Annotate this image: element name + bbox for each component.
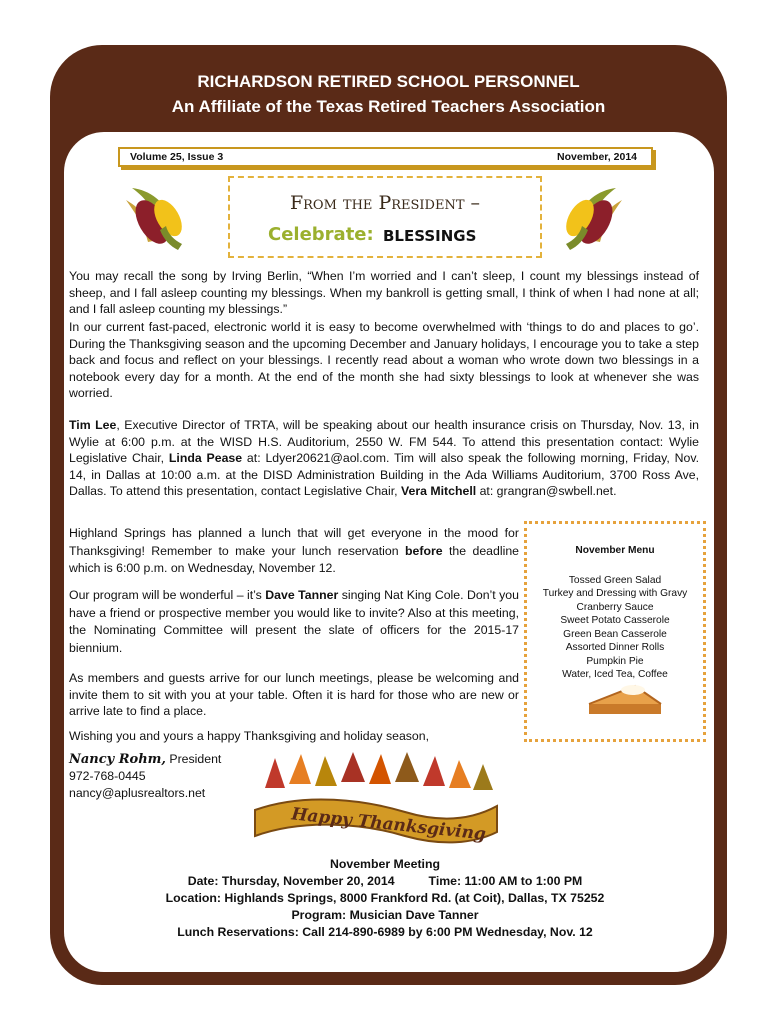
emphasis-before: before [405, 543, 443, 558]
meeting-time: Time: 11:00 AM to 1:00 PM [428, 874, 583, 888]
paragraph-5 [69, 587, 519, 657]
menu-item: Tossed Green Salad [568, 574, 662, 586]
menu-item: Water, Iced Tea, Coffee [562, 669, 668, 680]
phone-number: 972-768-0445 [69, 769, 146, 783]
paragraph-4-text-a: Highland Springs has planned a lunch that will get everyone in the mood for Thanksgiving! Remember to make your lunch reservation [69, 526, 519, 558]
from-president-heading: From the President – [289, 192, 481, 214]
pie-icon [585, 674, 665, 722]
volume-bar [118, 147, 653, 167]
name-vera-mitchell: Vera Mitchell [400, 484, 477, 498]
menu-title: November Menu [575, 545, 655, 556]
corn-icon [120, 180, 190, 256]
menu-item: Turkey and Dressing with Gravy [542, 588, 688, 599]
issue-date: November, 2014 [557, 151, 637, 163]
celebrate-label: Celebrate: [268, 224, 374, 245]
paragraph-3-text-b: at: Ldyer20621@aol.com. Tim will also speak the following morning, Friday, Nov. 14, in Dallas at 10:00 a.m. at the DISD Administration Building in the Ada Williams Auditorium, 3700 Ross Ave, Dallas. To attend this presentation, contact Legislative Chair, [69, 451, 699, 498]
org-name: RICHARDSON RETIRED SCHOOL PERSONNEL [197, 72, 580, 91]
menu-item: Cranberry Sauce [576, 601, 654, 613]
paragraph-6: As members and guests arrive for our lunch meetings, please be welcoming and invite them to sit with you at your table. Often it is hard for those who are new or arrive late to find a place. [69, 671, 519, 718]
blessings-label: BLESSINGS [383, 227, 477, 245]
banner-text: Happy Thanksgiving [290, 804, 487, 845]
meeting-location: Location: Highlands Springs, 8000 Frankford Rd. (at Coit), Dallas, TX 75252 [165, 891, 605, 905]
signature-name: Nancy Rohm, [69, 752, 166, 767]
paragraph-7: Wishing you and yours a happy Thanksgiving and holiday season, [69, 729, 430, 743]
president-title-box [228, 176, 542, 258]
paragraph-3-text-c: at: grangran@swbell.net. [476, 484, 617, 498]
paragraph-3-text-a: , Executive Director of TRTA, will be speaking about our health insurance crisis on Thursday, Nov. 13, in Wylie at 6:00 p.m. at the WISD H.S. Auditorium, 2550 W. FM 544. To attend this presentation contact: Wylie Legislative Chair, [69, 418, 699, 465]
meeting-program: Program: Musician Dave Tanner [291, 908, 479, 922]
paragraph-3 [69, 417, 699, 500]
menu-item: Sweet Potato Casserole [560, 615, 670, 626]
meeting-date: Date: Thursday, November 20, 2014 [187, 874, 395, 888]
signature-block [69, 751, 221, 802]
paragraph-4-text-b: the deadline which is 6:00 p.m. on Wednesday, November 12. [69, 543, 519, 575]
paragraph-4 [69, 525, 519, 578]
paragraph-2: In our current fast-paced, electronic world it is easy to become overwhelmed with ‘things to do and places to go’. During the Thanksgiving season and the upcoming December and January holidays, I encourage you to take a step back and focus and reflect on your blessings. I recently read about a woman who wrote down two blessings in a notebook every day for a month. At the end of the month she had sixty blessings to look at whenever she was worried. [69, 320, 699, 400]
autumn-leaves-icon [265, 752, 493, 790]
meeting-heading: November Meeting [329, 857, 440, 871]
paragraph-1: You may recall the song by Irving Berlin, “When I’m worried and I can’t sleep, I count my blessings instead of sheep, and I fall asleep counting my blessings. When my bankroll is getting small, I think of when I had none at all; and I fall asleep counting my blessings.” [69, 269, 699, 316]
affiliate-line: An Affiliate of the Texas Retired Teachers Association [171, 97, 606, 116]
menu-item: Pumpkin Pie [586, 655, 644, 667]
happy-thanksgiving-banner [245, 748, 505, 848]
name-dave-tanner: Dave Tanner [265, 588, 339, 602]
name-tim-lee: Tim Lee [69, 418, 117, 432]
corn-icon [558, 180, 628, 256]
email-link[interactable]: nancy@aplusrealtors.net [69, 786, 206, 800]
menu-item: Green Bean Casserole [563, 628, 667, 640]
meeting-reservations: Lunch Reservations: Call 214-890-6989 by 6:00 PM Wednesday, Nov. 12 [177, 925, 593, 939]
name-linda-pease: Linda Pease [168, 451, 243, 465]
november-menu-box [524, 521, 706, 742]
meeting-date-time [60, 874, 710, 888]
menu-item: Assorted Dinner Rolls [565, 642, 665, 653]
volume-issue: Volume 25, Issue 3 [130, 151, 224, 163]
signature-role: President [165, 752, 222, 766]
paragraph-5-text-a: Our program will be wonderful – it’s [69, 588, 266, 602]
paragraph-5-text-b: singing Nat King Cole. Don’t you have a friend or prospective member you would like to invite? Also at this meeting, the Nominating Committee will present the slate of officers for the 2015-17 biennium. [69, 588, 519, 655]
